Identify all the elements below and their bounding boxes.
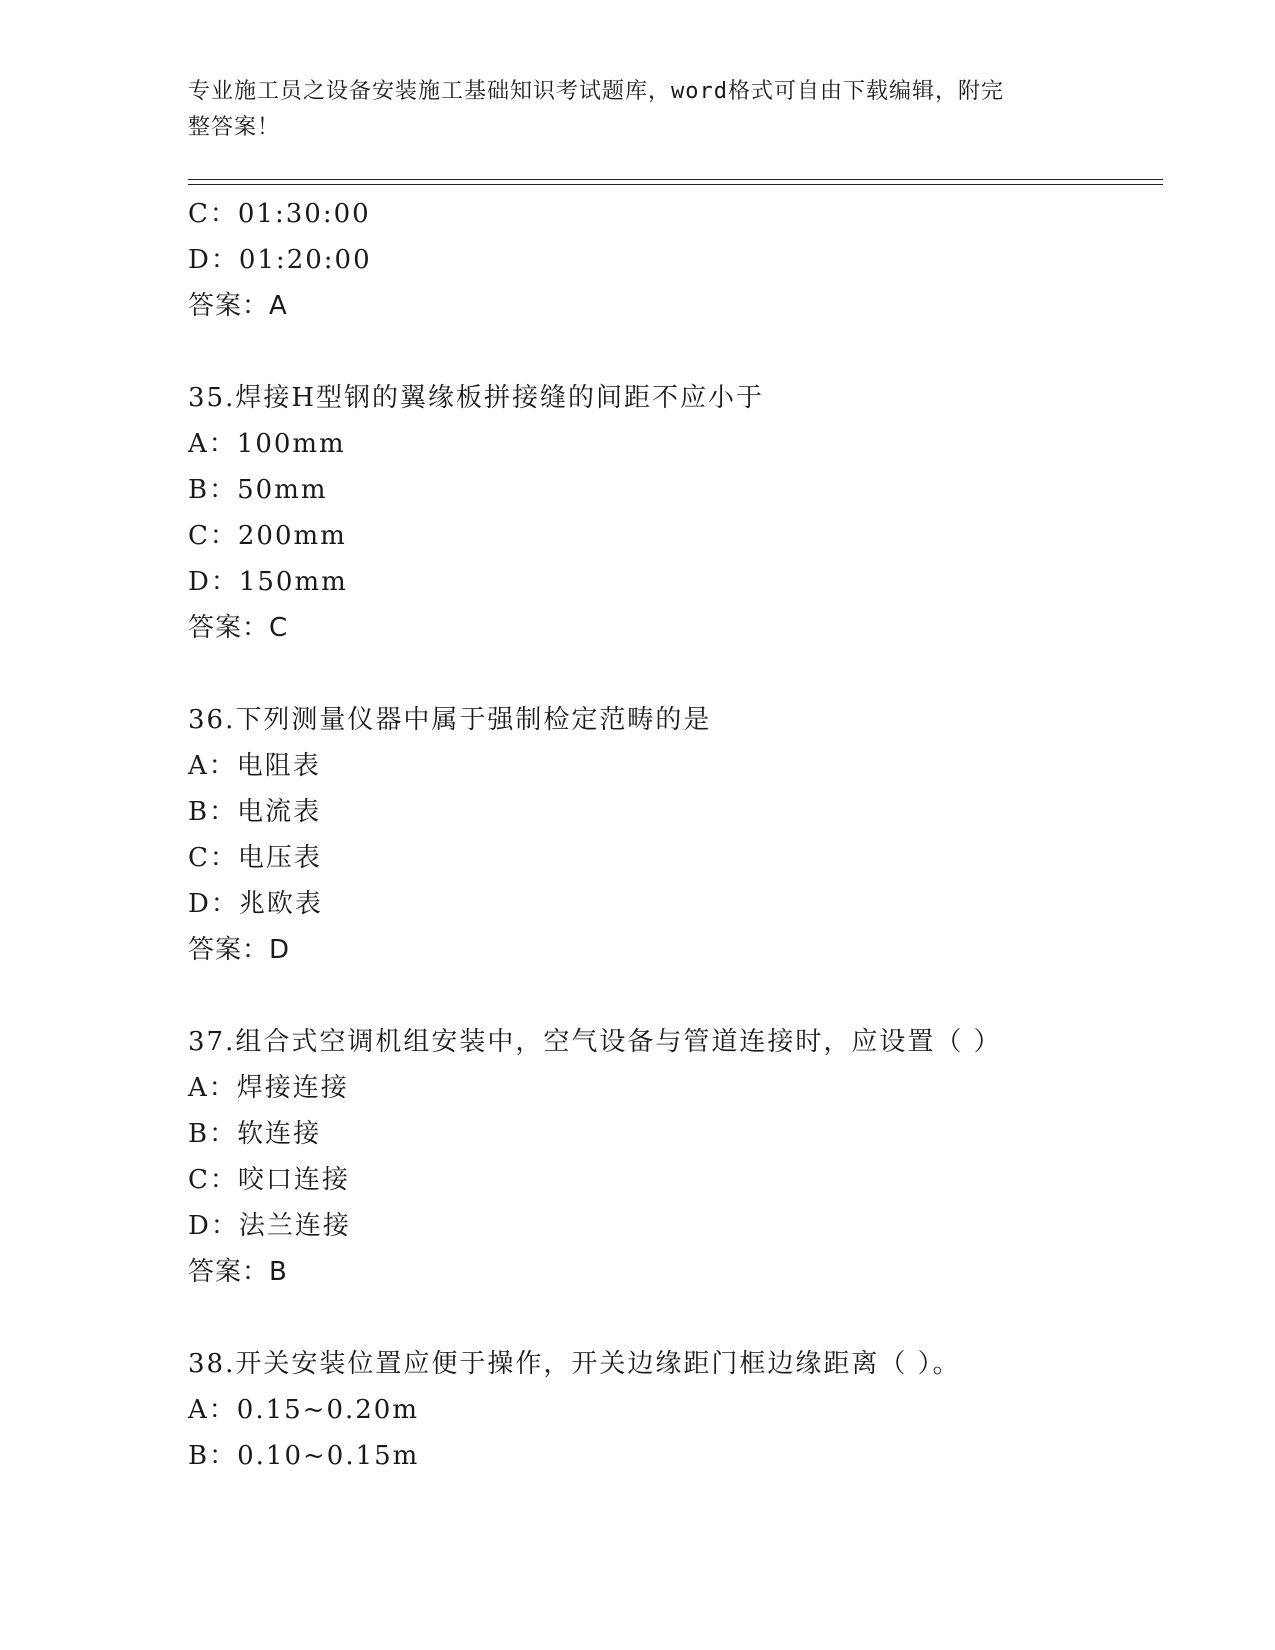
option-line: A：0.15~0.20m [188, 1395, 419, 1425]
answer-line: 答案：D [188, 935, 291, 965]
option-line: C：200mm [188, 521, 347, 551]
option-line: A：电阻表 [188, 751, 321, 781]
option-line: C：01:30:00 [188, 199, 371, 229]
answer-line: 答案：C [188, 613, 289, 643]
option-line: D：01:20:00 [188, 245, 372, 275]
option-line: C：咬口连接 [188, 1165, 350, 1195]
question-text: 35.焊接H型钢的翼缘板拼接缝的间距不应小于 [188, 383, 765, 413]
spacer [188, 1295, 1163, 1341]
document-header: 专业施工员之设备安装施工基础知识考试题库，word格式可自由下载编辑，附完 整答案！ [188, 79, 1004, 140]
question-text: 37.组合式空调机组安装中，空气设备与管道连接时，应设置（ ） [188, 1027, 1002, 1057]
question-text: 36.下列测量仪器中属于强制检定范畴的是 [188, 705, 712, 735]
header-divider-bottom [188, 184, 1163, 185]
spacer [188, 329, 1163, 375]
spacer [188, 973, 1163, 1019]
header-divider-top [188, 179, 1163, 180]
option-line: B：电流表 [188, 797, 322, 827]
answer-line: 答案：A [188, 291, 288, 321]
option-line: D：兆欧表 [188, 889, 323, 919]
option-line: B：0.10~0.15m [188, 1441, 420, 1471]
option-line: B：软连接 [188, 1119, 322, 1149]
option-line: D：法兰连接 [188, 1211, 351, 1241]
option-line: B：50mm [188, 475, 328, 505]
question-list [188, 191, 1163, 1479]
option-line: A：100mm [188, 429, 346, 459]
answer-line: 答案：B [188, 1257, 288, 1287]
option-line: D：150mm [188, 567, 348, 597]
option-line: A：焊接连接 [188, 1073, 349, 1103]
question-text: 38.开关安装位置应便于操作，开关边缘距门框边缘距离（ ）。 [188, 1349, 961, 1379]
spacer [188, 651, 1163, 697]
option-line: C：电压表 [188, 843, 322, 873]
